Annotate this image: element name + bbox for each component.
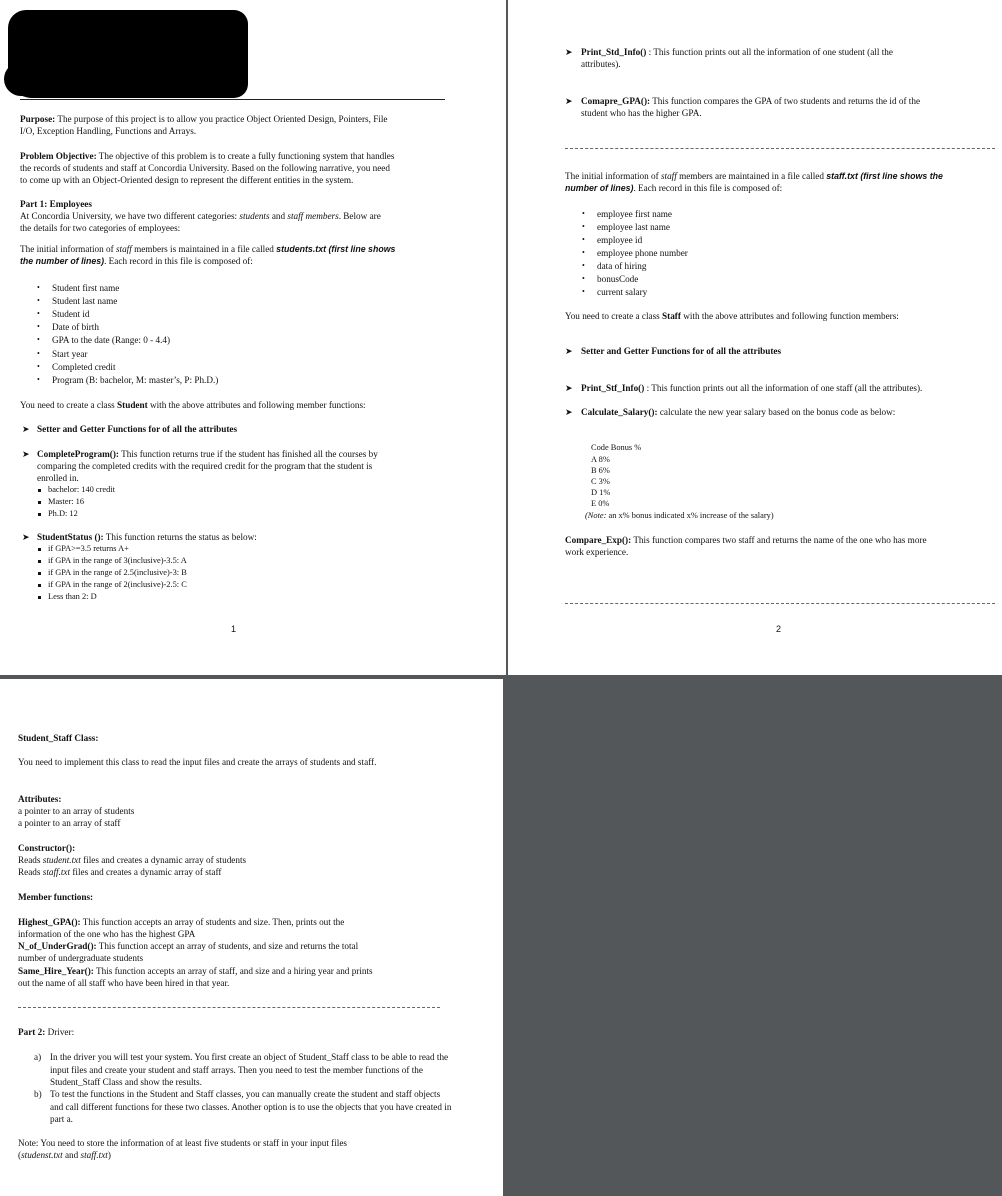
constructor-line-2: [18, 866, 221, 879]
objective-text: The objective of this problem is to create a fully functioning system that handles: [96, 151, 395, 161]
print-stf-text: : This function prints out all the information of one staff (all the attributes).: [644, 383, 923, 393]
part2-heading: [18, 1026, 74, 1039]
part1-text-d: staff members: [287, 211, 339, 221]
item-b-marker: b): [34, 1089, 42, 1099]
staff-field-item: data of hiring: [597, 261, 647, 271]
constructor-line-1: [18, 854, 246, 867]
staff-file-note: number of lines): [565, 183, 634, 193]
note-2-a: (: [18, 1150, 22, 1160]
compare-gpa-line-2: student who has the higher GPA.: [581, 108, 702, 118]
page-number: 1: [231, 624, 237, 634]
square-bullet-icon: [38, 584, 41, 587]
arrow-bullet-icon: ➤: [565, 346, 573, 356]
status-rule-item: if GPA in the range of 2(inclusive)-2.5: C: [48, 580, 187, 589]
print-stf-label: Print_Stf_Info(): [581, 383, 645, 393]
bullet-icon: •: [37, 296, 40, 306]
note-2-b: studenst.txt: [21, 1150, 63, 1160]
bonus-row: C 3%: [591, 477, 610, 486]
credit-item: Ph.D: 12: [48, 509, 78, 518]
bullet-icon: •: [582, 287, 585, 296]
bullet-icon: •: [582, 274, 585, 283]
initial-text-f: . Each record in this file is composed of:: [104, 256, 253, 266]
bullet-icon: •: [582, 261, 585, 270]
staff-class-c: with the above attributes and following function members:: [680, 311, 899, 321]
class-line-b: Student: [117, 400, 148, 410]
document-page-3: [0, 679, 503, 1196]
ctor-1-b: student.txt: [42, 855, 81, 865]
part2-text: Driver:: [45, 1027, 75, 1037]
ctor-2-c: files and creates a dynamic array of staff: [70, 867, 222, 877]
document-page-1: [0, 0, 506, 675]
header-rule: [20, 99, 445, 100]
staff-initial-a: The initial information of: [565, 171, 661, 181]
n-undergrad-text: This function accept an array of students, and size and returns the total: [96, 941, 359, 951]
objective-line-3: to come up with an Object-Oriented design to represent the different entities in the system.: [20, 175, 354, 185]
square-bullet-icon: [38, 501, 41, 504]
initial-text-b: staff: [115, 244, 132, 254]
part1-text-e: . Below are: [338, 211, 381, 221]
item-a-text: In the driver you will test your system. You first create an object of Student_Staff class to be able to read the input files and create your student and staff arrays. Then you need to test the member functions of the Student_Staff Class and show the results.: [50, 1052, 449, 1088]
student-staff-class-title: Student_Staff Class:: [18, 733, 99, 743]
staff-field-item: employee first name: [597, 209, 673, 219]
part1-text-a: At Concordia University, we have two different categories:: [20, 211, 240, 221]
complete-program-line-1: [37, 448, 378, 461]
complete-program-line-2: comparing the completed credits with the required credit for the program that the student is: [37, 461, 373, 471]
compare-exp-line-2: work experience.: [565, 547, 629, 557]
bullet-icon: •: [37, 283, 40, 292]
staff-initial-c: members are maintained in a file called: [676, 171, 827, 181]
attribute-staff: a pointer to an array of staff: [18, 818, 121, 828]
staff-initial-line-1: [565, 170, 943, 183]
staff-class-b: Staff: [662, 311, 681, 321]
purpose-text: The purpose of this project is to allow you practice Object Oriented Design, Pointers, File: [55, 114, 388, 124]
compare-gpa-line-1: [581, 95, 920, 108]
setter-getter-heading: Setter and Getter Functions for of all the attributes: [37, 424, 238, 434]
initial-info-line-1: [20, 243, 395, 256]
bullet-icon: •: [37, 322, 40, 332]
print-stf-line: [581, 382, 922, 395]
print-std-line-1: [581, 46, 893, 59]
part1-title: Part 1: Employees: [20, 199, 92, 209]
dashed-divider: [18, 1007, 440, 1008]
bonus-row: D 1%: [591, 488, 611, 497]
objective-line-1: [20, 150, 394, 163]
arrow-bullet-icon: ➤: [565, 383, 573, 393]
highest-gpa-line-2: information of the one who has the highest GPA: [18, 929, 196, 939]
redaction-block-tail: [4, 62, 64, 96]
staff-class-line: [565, 310, 899, 323]
compare-exp-line-1: [565, 534, 927, 547]
staff-field-item: employee last name: [597, 222, 670, 232]
bullet-icon: •: [582, 248, 585, 257]
item-a-marker: a): [34, 1052, 42, 1062]
print-std-label: Print_Std_Info(): [581, 47, 647, 57]
initial-file-note: the number of lines): [20, 256, 105, 266]
credit-item: bachelor: 140 credit: [48, 485, 115, 494]
n-undergrad-label: N_of_UnderGrad():: [18, 941, 97, 951]
ctor-1-a: Reads: [18, 855, 43, 865]
staff-field-item: bonusCode: [597, 274, 639, 284]
objective-label: Problem Objective:: [20, 151, 97, 161]
staff-file-name: staff.txt (first line shows the: [826, 171, 943, 181]
same-hire-label: Same_Hire_Year():: [18, 966, 94, 976]
square-bullet-icon: [38, 572, 41, 575]
bullet-icon: •: [37, 348, 40, 358]
initial-info-line-2: [20, 255, 253, 268]
bullet-icon: •: [37, 361, 40, 371]
bonus-row: A 8%: [591, 455, 610, 464]
staff-initial-b: staff: [660, 171, 677, 181]
same-hire-text: This function accepts an array of staff, and size and a hiring year and prints: [93, 966, 373, 976]
compare-gpa-label: Comapre_GPA():: [581, 96, 651, 106]
dashed-divider: [565, 603, 995, 604]
staff-initial-line-2: [565, 182, 782, 195]
square-bullet-icon: [38, 596, 41, 599]
bullet-icon: •: [582, 222, 585, 231]
square-bullet-icon: [38, 513, 41, 516]
bullet-icon: •: [582, 235, 585, 244]
purpose-line-1: [20, 113, 388, 126]
staff-field-item: current salary: [597, 287, 648, 297]
purpose-line-2: I/O, Exception Handling, Functions and Arrays.: [20, 126, 197, 136]
credit-item: Master: 16: [48, 497, 85, 506]
constructor-title: Constructor():: [18, 843, 76, 853]
bullet-icon: •: [37, 309, 40, 319]
dashed-divider: [565, 148, 995, 149]
item-b-text: To test the functions in the Student and Staff classes, you can manually create the student and staff objects and call different functions for these two classes. Another option is to use the objects that you have created in part a.: [50, 1089, 452, 1125]
student-field-item: Start year: [52, 348, 88, 359]
compare-exp-text: This function compares two staff and returns the name of the one who has more: [631, 535, 927, 545]
arrow-bullet-icon: ➤: [565, 96, 573, 106]
note-line-2: [18, 1149, 111, 1162]
class-line-a: You need to create a class: [20, 400, 118, 410]
calc-salary-label: Calculate_Salary():: [581, 407, 658, 417]
bonus-table-header: Code Bonus %: [591, 443, 642, 452]
compare-exp-label: Compare_Exp():: [565, 535, 632, 545]
student-field-item: Student first name: [52, 283, 120, 293]
initial-text-a: The initial information of: [20, 244, 116, 254]
note-2-d: staff.txt: [80, 1150, 108, 1160]
square-bullet-icon: [38, 548, 41, 551]
attribute-students: a pointer to an array of students: [18, 806, 135, 816]
highest-gpa-text: This function accepts an array of students and size. Then, prints out the: [80, 917, 345, 927]
student-field-item: Date of birth: [52, 322, 99, 333]
bonus-note-b: an x% bonus indicated x% increase of the salary): [606, 511, 774, 520]
part1-text-c: and: [269, 211, 288, 221]
highest-gpa-line-1: [18, 916, 344, 929]
student-status-text: This function returns the status as below:: [103, 532, 257, 542]
status-rule-item: if GPA in the range of 3(inclusive)-3.5: A: [48, 556, 187, 565]
arrow-bullet-icon: ➤: [22, 424, 30, 434]
document-page-2: [508, 0, 1002, 675]
square-bullet-icon: [38, 560, 41, 563]
note-2-c: and: [62, 1150, 81, 1160]
staff-field-item: employee id: [597, 235, 643, 245]
student-field-item: Program (B: bachelor, M: master’s, P: Ph.D.): [52, 374, 219, 385]
calc-salary-line: [581, 406, 895, 419]
ctor-1-c: files and creates a dynamic array of students: [80, 855, 247, 865]
n-undergrad-line-1: [18, 940, 358, 953]
bonus-row: B 6%: [591, 466, 610, 475]
note-2-e: ): [107, 1150, 111, 1160]
bullet-icon: •: [37, 374, 40, 384]
bonus-note-a: (Note:: [585, 511, 607, 520]
attributes-title: Attributes:: [18, 794, 62, 804]
status-rule-item: if GPA in the range of 2.5(inclusive)-3: B: [48, 568, 187, 577]
complete-program-label: CompleteProgram():: [37, 449, 119, 459]
staff-setter-getter-heading: Setter and Getter Functions for of all the attributes: [581, 346, 782, 356]
staff-initial-f: . Each record in this file is composed of:: [633, 183, 783, 193]
part1-text-b: students: [239, 211, 270, 221]
complete-program-text: This function returns true if the student has finished all the courses by: [118, 449, 378, 459]
arrow-bullet-icon: ➤: [565, 47, 573, 57]
member-functions-title: Member functions:: [18, 892, 94, 902]
part2-label: Part 2:: [18, 1027, 46, 1037]
part1-line-2: the details for two categories of employees:: [20, 223, 181, 233]
bonus-note: [585, 510, 774, 521]
print-std-line-2: attributes).: [581, 59, 621, 69]
student-field-item: Student last name: [52, 296, 118, 307]
arrow-bullet-icon: ➤: [22, 532, 30, 542]
bullet-icon: •: [582, 209, 585, 218]
staff-field-item: employee phone number: [597, 248, 688, 258]
student-field-item: Completed credit: [52, 361, 116, 372]
initial-file-name: students.txt (first line shows: [276, 244, 396, 254]
note-line-1: Note: You need to store the information of at least five students or staff in your input files: [18, 1138, 347, 1148]
bonus-row: E 0%: [591, 499, 610, 508]
status-rule-item: Less than 2: D: [48, 592, 97, 601]
student-field-item: Student id: [52, 309, 90, 320]
complete-program-line-3: enrolled in.: [37, 473, 79, 483]
initial-text-c: members is maintained in a file called: [131, 244, 277, 254]
calc-salary-text: calculate the new year salary based on the bonus code as below:: [657, 407, 896, 417]
square-bullet-icon: [38, 489, 41, 492]
staff-class-a: You need to create a class: [565, 311, 663, 321]
student-status-label: StudentStatus ():: [37, 532, 104, 542]
page-number: 2: [776, 624, 782, 634]
print-std-text: : This function prints out all the information of one student (all the: [646, 47, 893, 57]
same-hire-line-1: [18, 965, 373, 978]
bullet-icon: •: [37, 335, 40, 345]
student-staff-class-desc: You need to implement this class to read the input files and create the arrays of students and staff.: [18, 757, 377, 767]
same-hire-line-2: out the name of all staff who have been hired in that year.: [18, 978, 230, 988]
student-status-line: [37, 531, 257, 544]
class-line-c: with the above attributes and following member functions:: [147, 400, 366, 410]
purpose-label: Purpose:: [20, 114, 56, 124]
status-rule-item: if GPA>=3.5 returns A+: [48, 544, 129, 553]
student-field-item: GPA to the date (Range: 0 - 4.4): [52, 335, 171, 346]
arrow-bullet-icon: ➤: [565, 407, 573, 417]
highest-gpa-label: Highest_GPA():: [18, 917, 81, 927]
ctor-2-b: staff.txt: [42, 867, 71, 877]
compare-gpa-text: This function compares the GPA of two students and returns the id of the: [650, 96, 921, 106]
objective-line-2: the records of students and staff at Concordia University. Based on the following narrative, you need: [20, 163, 390, 173]
part1-line-1: [20, 210, 381, 223]
arrow-bullet-icon: ➤: [22, 449, 30, 459]
student-class-line: [20, 399, 366, 412]
ctor-2-a: Reads: [18, 867, 43, 877]
n-undergrad-line-2: number of undergraduate students: [18, 953, 144, 963]
